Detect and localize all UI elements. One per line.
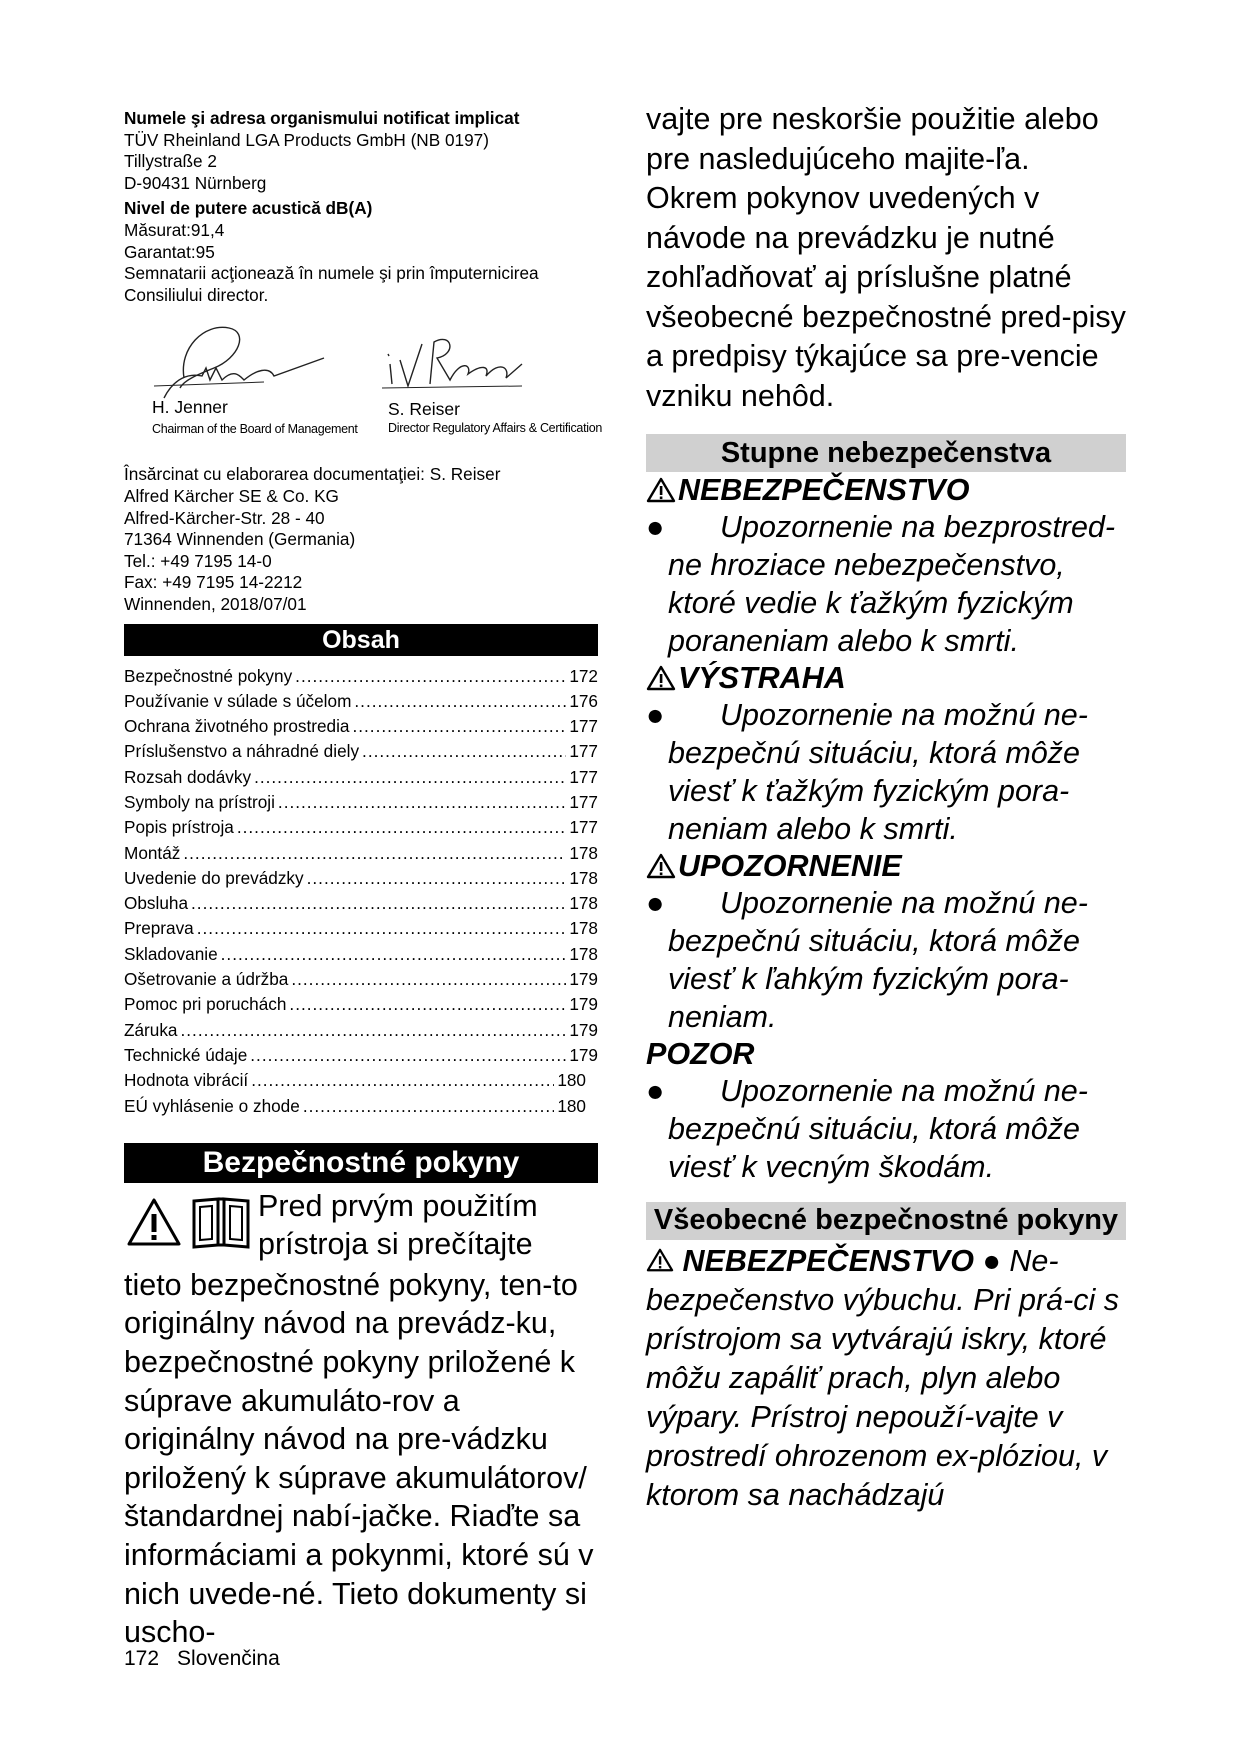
warning-triangle-icon [646,664,676,692]
toc-item[interactable]: Hodnota vibrácií ..... 180 [124,1070,598,1095]
safety-intro-line: Pred prvým použitím [258,1188,538,1223]
right-column [646,100,1126,1515]
page-footer [124,1647,298,1671]
warning-triangle-icon [646,476,676,504]
documentation-line: Winnenden, 2018/07/01 [124,593,307,614]
signature-jenner [144,318,334,408]
general-safety-title: Všeobecné bezpečnostné pokyny [646,1202,1126,1240]
danger-text: ● Upozornenie na bezprostred-ne hroziace nebezpečenstvo, ktoré vedie k ťažkým fyzickým poraneniam alebo k smrti. [646,510,1116,658]
signatory-role: Chairman of the Board of Management [152,422,358,437]
toc-item[interactable]: Obsluha ..... 178 [124,893,598,918]
signature-reiser [382,324,532,404]
toc-item[interactable]: Symboly na prístroji ..... 177 [124,792,598,817]
toc-item[interactable]: Príslušenstvo a náhradné diely ..... 177 [124,741,598,766]
toc-item[interactable]: Technické údaje ..... 179 [124,1045,598,1070]
toc-item[interactable]: Skladovanie ..... 178 [124,944,598,969]
table-of-contents [124,666,598,1121]
hazard-levels-title: Stupne nebezpečenstva [646,434,1126,472]
documentation-line: Însărcinat cu elaborarea documentaţiei: S. Reiser [124,464,501,485]
danger-heading: NEBEZPEČENSTVO [646,472,1126,508]
notice-text: ● Upozornenie na možnú ne-bezpečnú situáciu, ktorá môže viesť k vecným škodám. [646,1074,1088,1184]
signatory-reiser [388,399,602,435]
caution-heading: UPOZORNENIE [646,848,1126,884]
footer-language: Slovenčina [177,1647,280,1670]
right-intro: vajte pre neskoršie použitie alebo pre nasledujúceho majite-ľa. [646,102,1099,176]
sound-power-heading: Nivel de putere acustică dB(A) [124,198,373,219]
toc-item[interactable]: Používanie v súlade s účelom ..... 176 [124,691,598,716]
warning-heading: VÝSTRAHA [646,660,1126,696]
notified-body-line: D-90431 Nürnberg [124,172,267,193]
notified-body-line: Tillystraße 2 [124,151,217,172]
documentation-line: Fax: +49 7195 14-2212 [124,572,303,593]
safety-intro-line: prístroja si prečítajte [258,1226,533,1261]
documentation-line: Alfred Kärcher SE & Co. KG [124,485,339,506]
toc-item[interactable]: Preprava ..... 178 [124,918,598,943]
toc-item[interactable]: Ošetrovanie a údržba ..... 179 [124,969,598,994]
toc-title: Obsah [124,624,598,656]
toc-item[interactable]: Montáž ..... 178 [124,843,598,868]
signatory-jenner [152,397,358,436]
documentation-line: Alfred-Kärcher-Str. 28 - 40 [124,507,325,528]
right-paragraph: Okrem pokynov uvedených v návode na prevádzku je nutné zohľadňovať aj príslušne platné všeobecné bezpečnostné pred-pisy a predpisy týkajúce sa pre-vencie vzniku nehôd. [646,181,1126,413]
signatories-note: Semnatarii acţionează în numele şi prin împuternicirea Consiliului director. [124,263,539,305]
signatory-name: S. Reiser [388,399,460,420]
toc-item[interactable]: Uvedenie do prevádzky ..... 178 [124,868,598,893]
left-column [124,108,603,1652]
toc-item[interactable]: Bezpečnostné pokyny ..... 172 [124,666,598,691]
safety-intro-body: tieto bezpečnostné pokyny, ten-to originálny návod na prevádz-ku, bezpečnostné pokyny priložené k súprave akumuláto-rov a originálny návod na pre-vádzku priložený k súprave akumulátorov/štandardnej nabí-jačke. Riaďte sa informáciami a pokynmi, ktoré sú v nich uvede-né. Tieto dokumenty si uscho- [124,1267,594,1650]
toc-item[interactable]: Rozsah dodávky ..... 177 [124,767,598,792]
general-safety-text: NEBEZPEČENSTVO ● Ne-bezpečenstvo výbuchu. Pri prá-ci s prístrojom sa vytvárajú iskry, ktoré môžu zapáliť prach, plyn alebo výpary. Prístroj nepouží-vajte v prostredí ohrozenom ex-plóziou, v ktorom sa nachádzajú [646,1244,1119,1512]
signatory-role: Director Regulatory Affairs & Certification [388,421,603,436]
sound-guaranteed: Garantat:95 [124,241,215,262]
toc-item[interactable]: Záruka ..... 179 [124,1020,598,1045]
toc-item[interactable]: Pomoc pri poruchách ..... 179 [124,994,598,1019]
signatory-name: H. Jenner [152,397,228,418]
sound-measured: Măsurat:91,4 [124,219,225,240]
safety-title: Bezpečnostné pokyny [124,1143,598,1183]
warning-triangle-icon [646,852,676,880]
documentation-line: Tel.: +49 7195 14-0 [124,550,272,571]
notice-heading: POZOR [646,1037,755,1071]
notified-body-heading: Numele şi adresa organismului notificat implicat [124,108,520,128]
warning-triangle-icon [126,1197,182,1247]
warning-triangle-icon [646,1247,674,1273]
signatures [124,312,603,464]
toc-item[interactable]: Popis prístroja ..... 177 [124,817,598,842]
notified-body-line: TÜV Rheinland LGA Products GmbH (NB 0197) [124,129,489,150]
caution-text: ● Upozornenie na možnú ne-bezpečnú situáciu, ktorá môže viesť k ľahkým fyzickým pora-neniam. [646,886,1088,1034]
manual-book-icon [190,1193,252,1251]
documentation-line: 71364 Winnenden (Germania) [124,529,356,550]
page-number: 172 [124,1647,160,1670]
toc-item[interactable]: Ochrana životného prostredia ..... 177 [124,716,598,741]
safety-intro [124,1187,598,1652]
warning-text: ● Upozornenie na možnú ne-bezpečnú situáciu, ktorá môže viesť k ťažkým fyzickým pora-neniam alebo k smrti. [646,698,1088,846]
toc-item[interactable]: EÚ vyhlásenie o zhode ..... 180 [124,1096,598,1121]
